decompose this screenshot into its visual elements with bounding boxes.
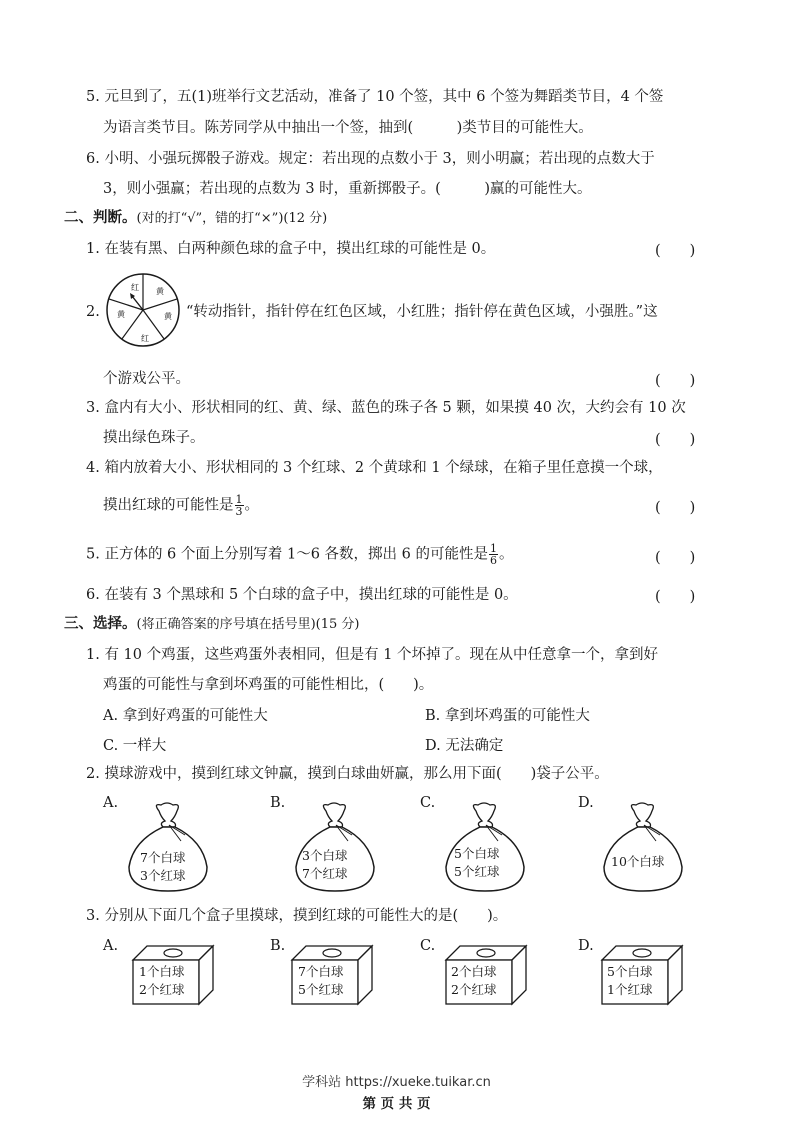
- bag-option-label: D.: [578, 795, 594, 811]
- s3-q1-option-a[interactable]: A. 拿到好鸡蛋的可能性大: [103, 708, 268, 724]
- bag-line-2: 7个红球: [302, 866, 348, 881]
- s2-q6-answer[interactable]: ( ): [655, 589, 696, 605]
- spinner-label-1: 红: [131, 283, 139, 292]
- footer-page: 第 页 共 页: [362, 1096, 431, 1112]
- s3-q1-line2: 鸡蛋的可能性与拿到坏鸡蛋的可能性相比，( )。: [103, 677, 434, 693]
- bag-option-label: C.: [420, 795, 436, 811]
- s2-q2-line1: “转动指针，指针停在红色区域，小红胜；指针停在黄色区域，小强胜。”这: [186, 304, 658, 320]
- s2-q4-line2: [103, 494, 259, 517]
- bag-option-c[interactable]: [420, 795, 530, 895]
- bag-line-1: 7个白球: [140, 850, 186, 865]
- box-option-label: A.: [103, 938, 119, 954]
- fraction-numerator: 1: [235, 493, 243, 506]
- s2-q2-line2: 个游戏公平。: [103, 371, 190, 387]
- s2-q5-fraction: [489, 543, 498, 566]
- fraction-denominator: 3: [235, 505, 243, 518]
- s2-q1: 1. 在装有黑、白两种颜色球的盒子中，摸出红球的可能性是 0。: [86, 241, 496, 257]
- footer-site: 学科站 https://xueke.tuikar.cn: [302, 1075, 491, 1090]
- s2-q5-text: 5. 正方体的 6 个面上分别写着 1～6 各数，掷出 6 的可能性是: [86, 546, 488, 563]
- s2-q4-answer[interactable]: ( ): [655, 500, 696, 516]
- bag-option-a[interactable]: [103, 795, 213, 895]
- box-line-2: 2个红球: [139, 982, 185, 997]
- s2-q3-line2: 摸出绿色珠子。: [103, 430, 205, 446]
- s3-q1-line1: 1. 有 10 个鸡蛋，这些鸡蛋外表相同，但是有 1 个坏掉了。现在从中任意拿一个，拿到好: [86, 647, 659, 663]
- box-line-2: 2个红球: [451, 982, 497, 997]
- section2-heading: 二、判断。: [64, 209, 137, 226]
- box-line-1: 5个白球: [607, 964, 653, 979]
- s2-q1-answer[interactable]: ( ): [655, 243, 696, 259]
- box-option-label: B.: [270, 938, 286, 954]
- spinner-label-3: 黄: [164, 312, 172, 321]
- bag-line-2: 3个红球: [140, 868, 186, 883]
- s2-q3-line1: 3. 盒内有大小、形状相同的红、黄、绿、蓝色的珠子各 5 颗，如果摸 40 次，大约会有 10 次: [86, 400, 686, 416]
- s2-q6: 6. 在装有 3 个黑球和 5 个白球的盒子中，摸出红球的可能性是 0。: [86, 587, 518, 603]
- box-line-2: 1个红球: [607, 982, 653, 997]
- s2-q4-period: 。: [244, 497, 259, 514]
- section2-heading-row: [64, 208, 327, 229]
- s3-q1-option-b[interactable]: B. 拿到坏鸡蛋的可能性大: [425, 708, 590, 724]
- spinner-figure: [104, 270, 182, 350]
- box-option-b[interactable]: [270, 938, 380, 1008]
- s2-q2-num: 2.: [86, 304, 100, 320]
- box-line-1: 2个白球: [451, 964, 497, 979]
- money-bag-icon: [598, 801, 688, 895]
- fraction-denominator: 6: [490, 554, 497, 567]
- s3-q2: 2. 摸球游戏中，摸到红球文钟赢，摸到白球曲妍赢，那么用下面( )袋子公平。: [86, 766, 609, 782]
- box-line-1: 7个白球: [298, 964, 344, 979]
- bag-option-label: B.: [270, 795, 286, 811]
- s2-q4-text: 摸出红球的可能性是: [103, 497, 234, 514]
- box-line-1: 1个白球: [139, 964, 185, 979]
- box-option-label: C.: [420, 938, 436, 954]
- box-line-2: 5个红球: [298, 982, 344, 997]
- section3-heading-row: [64, 614, 359, 635]
- s3-q3: 3. 分别从下面几个盒子里摸球，摸到红球的可能性大的是( )。: [86, 908, 508, 924]
- s2-q5-period: 。: [499, 546, 514, 563]
- s2-q2-answer[interactable]: ( ): [655, 373, 696, 389]
- s3-q1-option-d[interactable]: D. 无法确定: [425, 738, 504, 754]
- section2-instruction: (对的打“√”，错的打“×”)(12 分): [136, 211, 328, 226]
- q6-line2: 3，则小强赢；若出现的点数为 3 时，重新掷骰子。( )赢的可能性大。: [103, 181, 592, 197]
- bag-line-1: 10个白球: [611, 854, 665, 869]
- q5-line1: 5. 元旦到了，五(1)班举行文艺活动，准备了 10 个签，其中 6 个签为舞蹈类节目，4 个签: [86, 89, 664, 105]
- bag-line-1: 5个白球: [454, 846, 500, 861]
- bag-option-label: A.: [103, 795, 119, 811]
- s2-q4-line1: 4. 箱内放着大小、形状相同的 3 个红球、2 个黄球和 1 个绿球，在箱子里任意摸一个球，: [86, 460, 663, 476]
- bag-option-b[interactable]: [270, 795, 380, 895]
- spinner-label-5: 黄: [117, 310, 125, 319]
- box-option-label: D.: [578, 938, 594, 954]
- bag-line-2: 5个红球: [454, 864, 500, 879]
- q5-line2: 为语言类节目。陈芳同学从中抽出一个签，抽到( )类节目的可能性大。: [103, 120, 593, 136]
- box-option-a[interactable]: [103, 938, 213, 1008]
- s2-q5-answer[interactable]: ( ): [655, 550, 696, 566]
- bag-line-1: 3个白球: [302, 848, 348, 863]
- bag-option-d[interactable]: [578, 795, 693, 895]
- q6-line1: 6. 小明、小强玩掷骰子游戏。规定：若出现的点数小于 3，则小明赢；若出现的点数大于: [86, 151, 655, 167]
- s2-q5: [86, 543, 514, 566]
- fraction-numerator: 1: [490, 542, 497, 555]
- box-option-c[interactable]: [420, 938, 535, 1008]
- s2-q3-answer[interactable]: ( ): [655, 432, 696, 448]
- section3-heading: 三、选择。: [64, 615, 137, 632]
- s2-q4-fraction: [235, 494, 244, 517]
- spinner-label-2: 黄: [156, 287, 164, 296]
- section3-instruction: (将正确答案的序号填在括号里)(15 分): [136, 617, 360, 632]
- s3-q1-option-c[interactable]: C. 一样大: [103, 738, 167, 754]
- box-option-d[interactable]: [578, 938, 693, 1008]
- spinner-label-4: 红: [141, 334, 149, 343]
